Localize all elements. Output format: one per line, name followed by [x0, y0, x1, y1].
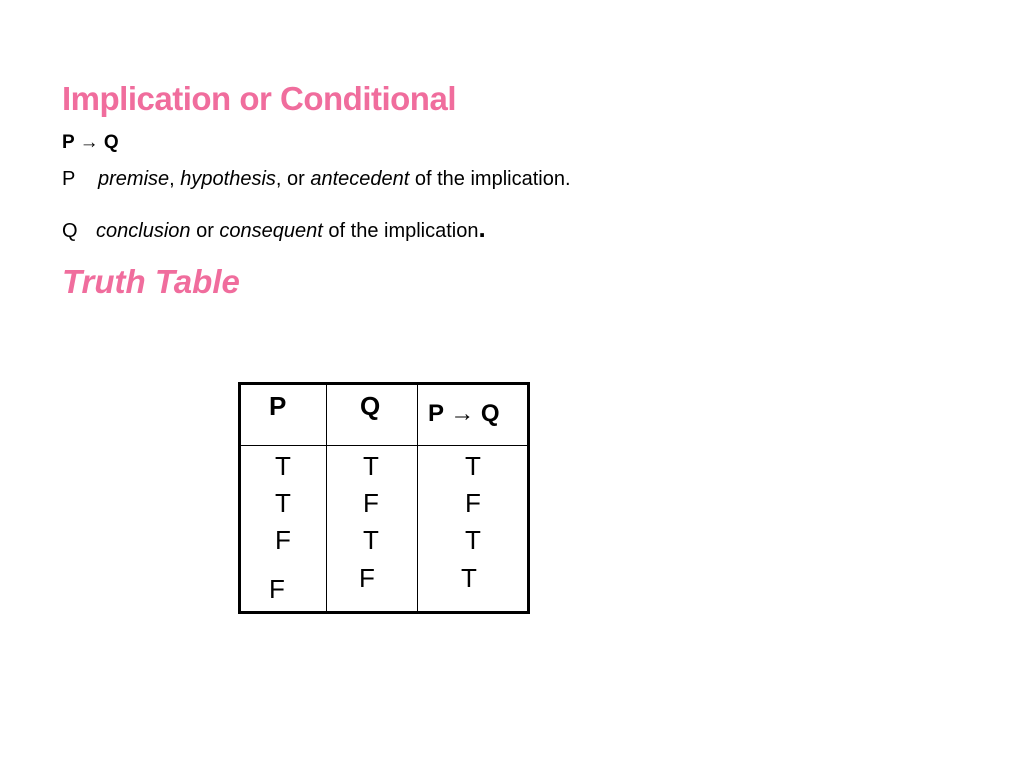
- table-cell: T: [465, 451, 481, 481]
- premise-symbol: P: [62, 168, 76, 190]
- antecedent-term: antecedent: [310, 168, 410, 190]
- header-divider: [241, 445, 527, 446]
- table-cell: T: [363, 525, 379, 555]
- consequent-term: consequent: [219, 220, 323, 242]
- table-cell: F: [275, 525, 291, 555]
- final-period: .: [478, 213, 486, 243]
- conclusion-term: conclusion: [96, 220, 191, 242]
- header-q: Q: [360, 391, 381, 421]
- separator: or: [190, 220, 220, 242]
- premise-definition: [62, 168, 571, 191]
- conclusion-definition-rest: of the implication: [322, 220, 479, 242]
- table-cell: F: [269, 574, 285, 604]
- conclusion-symbol: Q: [62, 220, 78, 242]
- implication-formula: P → Q: [62, 132, 119, 153]
- table-cell: T: [461, 563, 477, 593]
- truth-table-heading: Truth Table: [62, 263, 240, 300]
- premise-term: premise: [98, 168, 170, 190]
- table-cell: F: [363, 488, 379, 518]
- premise-definition-rest: of the implication.: [409, 168, 571, 190]
- hypothesis-term: hypothesis: [180, 168, 276, 190]
- table-cell: F: [465, 488, 481, 518]
- table-cell: T: [275, 451, 291, 481]
- table-cell: F: [359, 563, 375, 593]
- header-p: P: [269, 391, 287, 421]
- table-cell: T: [465, 525, 481, 555]
- table-cell: T: [363, 451, 379, 481]
- column-divider: [326, 385, 327, 611]
- page-title: Implication or Conditional: [62, 80, 456, 117]
- separator: ,: [169, 168, 181, 190]
- header-p-implies-q: P → Q: [428, 400, 500, 427]
- table-cell: T: [275, 488, 291, 518]
- column-divider: [417, 385, 418, 611]
- conclusion-definition: [62, 213, 486, 243]
- separator: , or: [275, 168, 311, 190]
- truth-table: [238, 382, 530, 614]
